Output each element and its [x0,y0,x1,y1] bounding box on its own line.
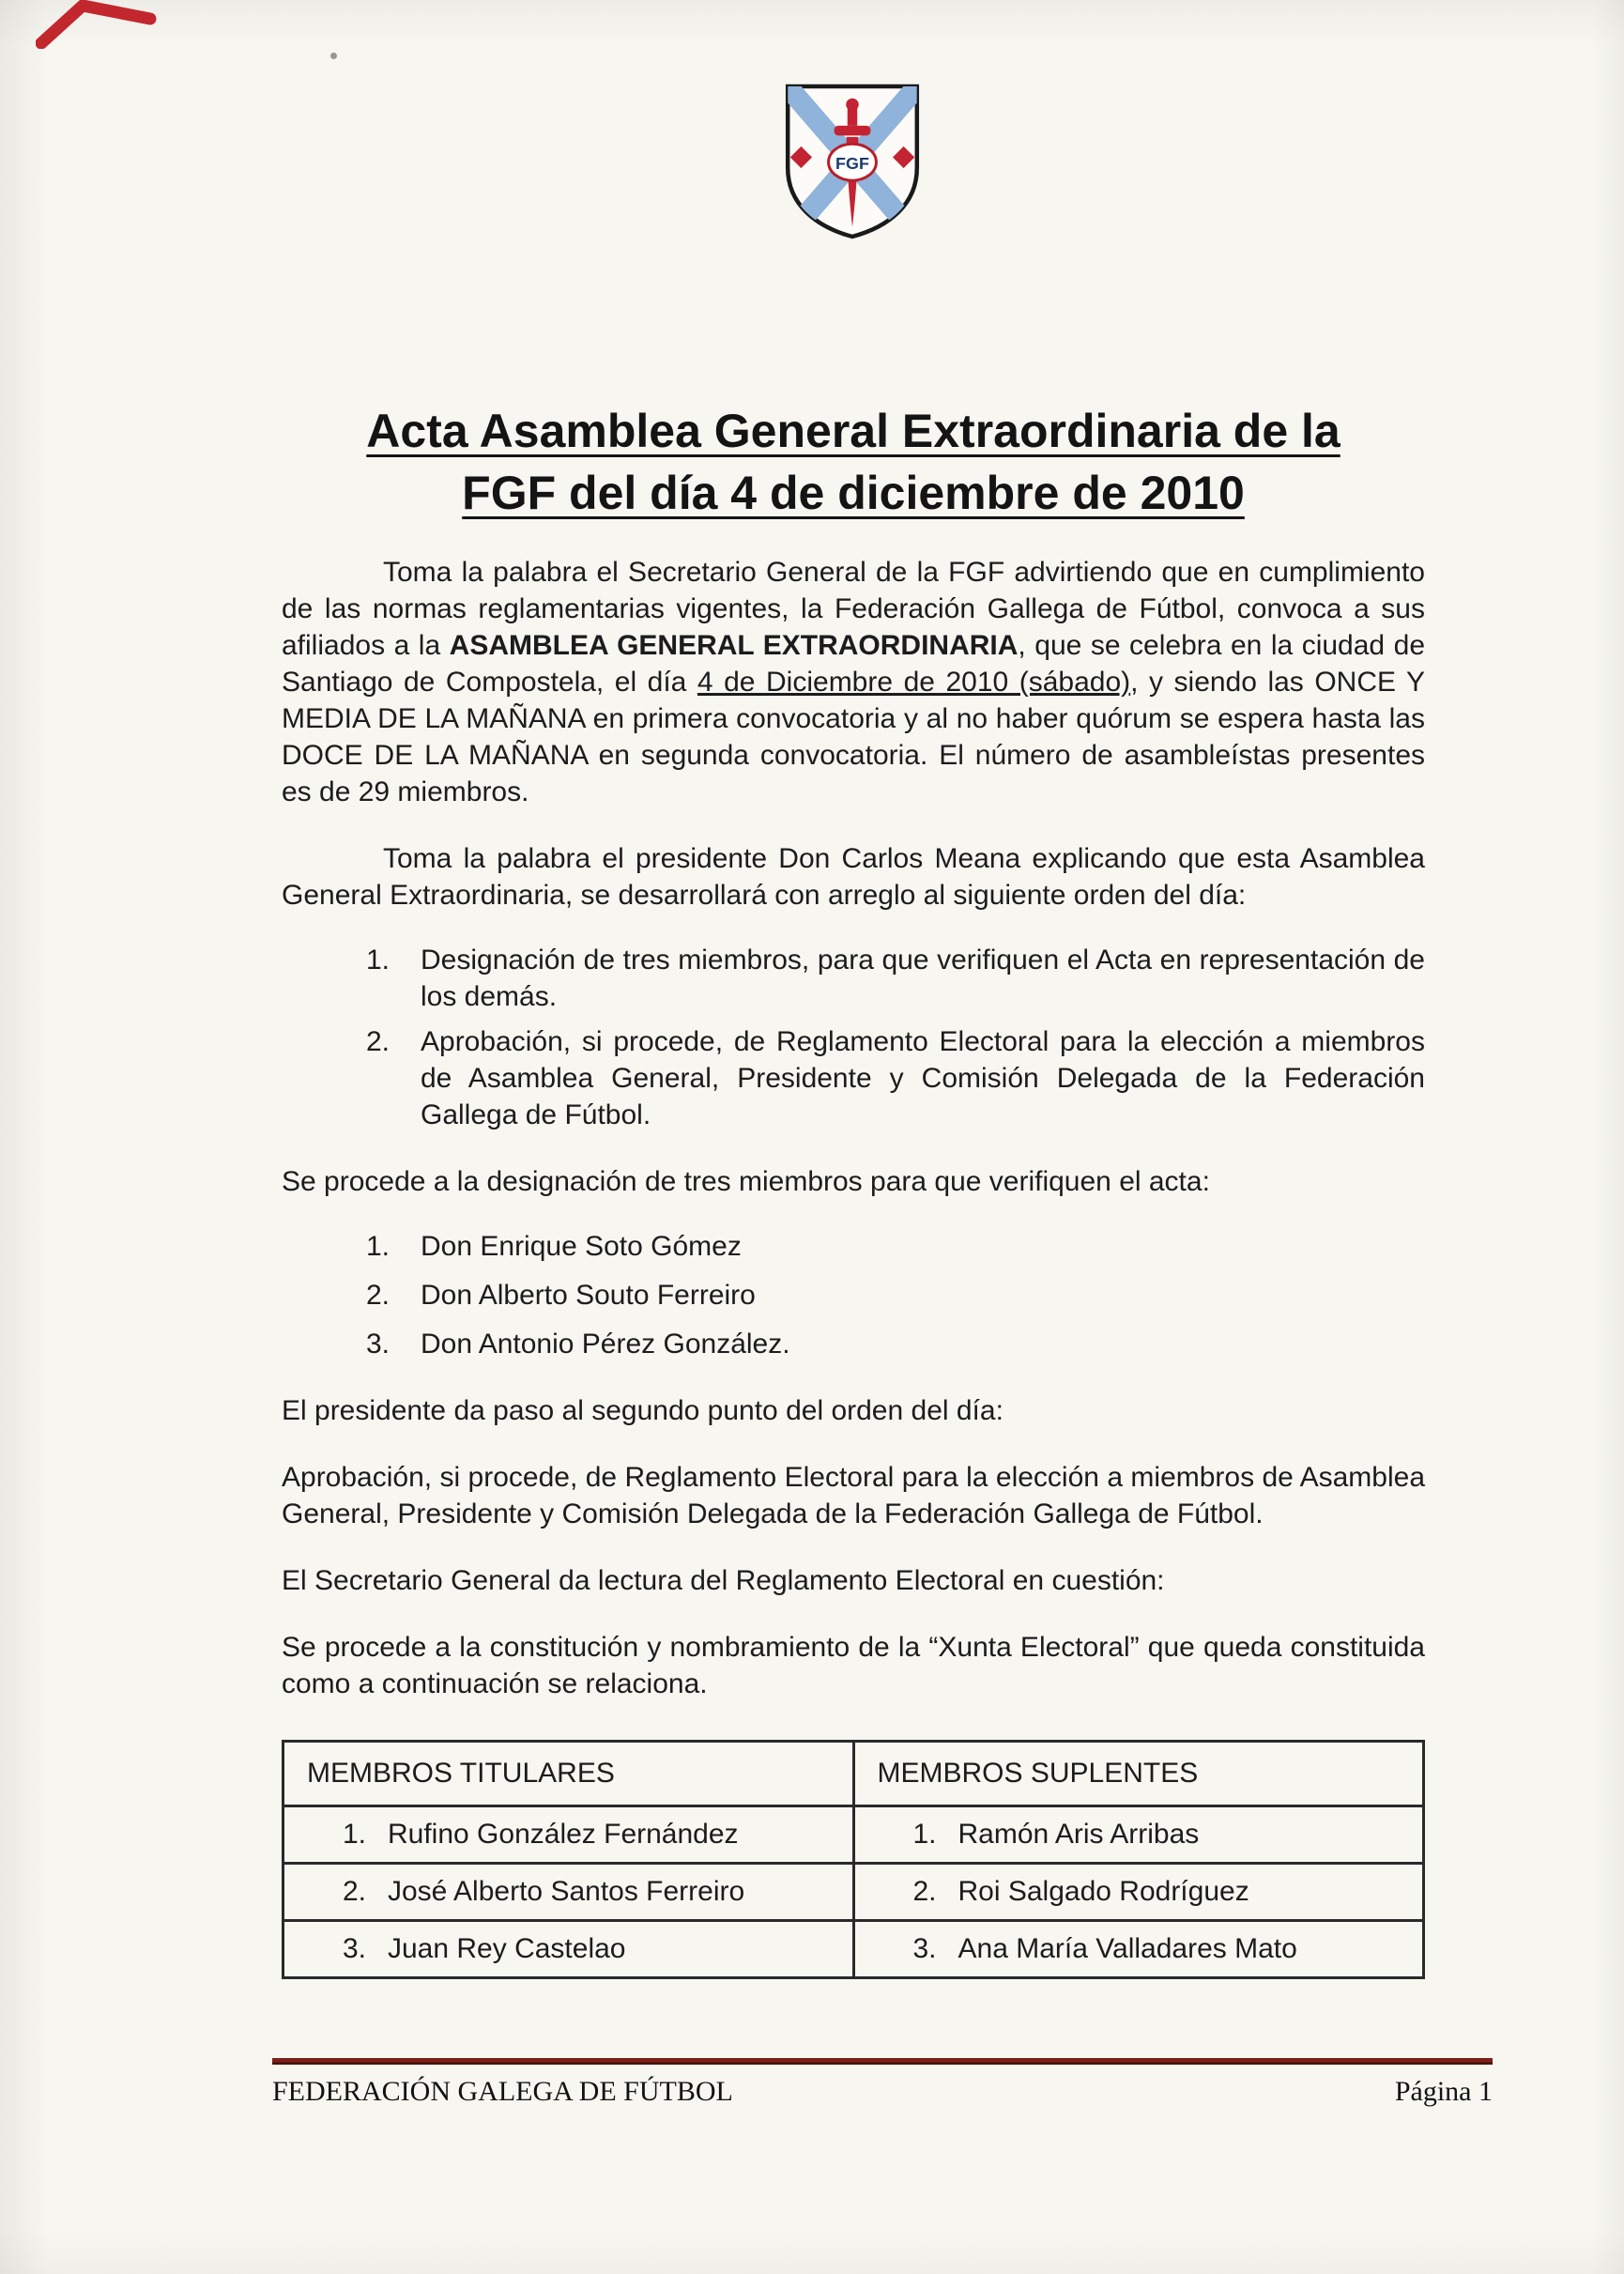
list-item-number: 3. [366,1329,391,1360]
list-item [366,1326,1425,1362]
list-item [366,1023,1425,1133]
page-footer [272,2058,1493,2108]
list-item-number: 1. [366,1231,391,1262]
second-point-paragraph: El presidente da paso al segundo punto del orden del día: [282,1395,1004,1426]
xunta-paragraph: Se procede a la constitución y nombramiento de la “Xunta Electoral” que queda constituida como a continuación se relaciona. [282,1632,1425,1699]
list-item-text: Designación de tres miembros, para que verifiquen el Acta en representación de los demás. [421,945,1425,1012]
list-item [366,942,1425,1015]
list-item-text: Don Antonio Pérez González. [421,1329,790,1360]
document-body [0,400,1624,1979]
intro-underlined-date: 4 de Diciembre de 2010 (sábado) [697,667,1131,698]
agenda-list [366,942,1425,1133]
cell-name: Ana María Valladares Mato [958,1933,1297,1964]
intro-bold-assembly: ASAMBLEA GENERAL EXTRAORDINARIA [449,630,1019,661]
cell-number: 1. [912,1819,937,1850]
table-row [283,1921,1424,1978]
cell-name: José Alberto Santos Ferreiro [388,1876,745,1907]
cell-number: 1. [343,1819,367,1850]
list-item-text: Don Enrique Soto Gómez [421,1231,742,1262]
table-cell-titular [283,1921,854,1978]
fgf-crest-logo [782,81,923,242]
cell-number: 3. [343,1933,367,1964]
list-item-text: Aprobación, si procede, de Reglamento Electoral para la elección a miembros de Asamblea General, Presidente y Comisión Delegada de la Federación Gallega de Fútbol. [421,1026,1425,1130]
cell-name: Juan Rey Castelao [388,1933,626,1964]
intro-seg3: , y siendo las ONCE Y MEDIA DE LA MAÑANA en primera convocatoria y al no haber quórum se espera hasta las DOCE DE LA MAÑANA en segunda convocatoria. El número de asambleístas presentes es de 29 miembros. [282,667,1425,807]
cell-number: 2. [912,1876,937,1907]
electoral-board-table [282,1740,1425,1979]
footer-rule [272,2058,1493,2065]
intro-paragraph [282,554,1425,810]
intro-seg2: , que se celebra en la ciudad de Santiago de Compostela, el día [282,630,1426,698]
table-row [283,1864,1424,1921]
verifiers-list [366,1228,1425,1362]
list-item [366,1228,1425,1265]
footer-organization: FEDERACIÓN GALEGA DE FÚTBOL [272,2076,733,2107]
list-item-text: Don Alberto Souto Ferreiro [421,1280,756,1311]
cell-name: Ramón Aris Arribas [958,1819,1200,1850]
table-header-suplentes: MEMBROS SUPLENTES [853,1742,1424,1806]
list-item-number: 2. [366,1280,391,1311]
scan-speck [330,53,337,59]
table-header-titulares: MEMBROS TITULARES [283,1742,854,1806]
cell-name: Roi Salgado Rodríguez [958,1876,1249,1907]
cell-number: 2. [343,1876,367,1907]
secretary-paragraph: El Secretario General da lectura del Reglamento Electoral en cuestión: [282,1565,1165,1596]
crest-label: FGF [835,154,869,174]
list-item-number: 2. [366,1026,391,1057]
table-cell-titular [283,1806,854,1864]
table-cell-suplente [853,1921,1424,1978]
verifiers-intro-paragraph: Se procede a la designación de tres miembros para que verifiquen el acta: [282,1166,1210,1197]
list-item [366,1277,1425,1314]
intro-seg1: Toma la palabra el Secretario General de la FGF advirtiendo que en cumplimiento de las normas reglamentarias vigentes, la Federación Gallega de Fútbol, convoca a sus afiliados a la [282,557,1425,661]
red-pen-mark [36,0,158,49]
table-header-row [283,1742,1424,1806]
page-title-line-2: FGF del día 4 de diciembre de 2010 [462,467,1245,519]
president-paragraph: Toma la palabra el presidente Don Carlos Meana explicando que esta Asamblea General Extraordinaria, se desarrollará con arreglo al siguiente orden del día: [282,843,1425,911]
table-cell-suplente [853,1864,1424,1921]
cell-name: Rufino González Fernández [388,1819,739,1850]
table-cell-titular [283,1864,854,1921]
list-item-number: 1. [366,945,391,976]
table-cell-suplente [853,1806,1424,1864]
footer-page-number: Página 1 [1394,2076,1493,2107]
page-title-line-1: Acta Asamblea General Extraordinaria de la [366,405,1341,457]
approval-paragraph: Aprobación, si procede, de Reglamento Electoral para la elección a miembros de Asamblea General, Presidente y Comisión Delegada de la Federación Gallega de Fútbol. [282,1462,1425,1529]
table-row [283,1806,1424,1864]
page-title [282,400,1425,524]
cell-number: 3. [912,1933,937,1964]
